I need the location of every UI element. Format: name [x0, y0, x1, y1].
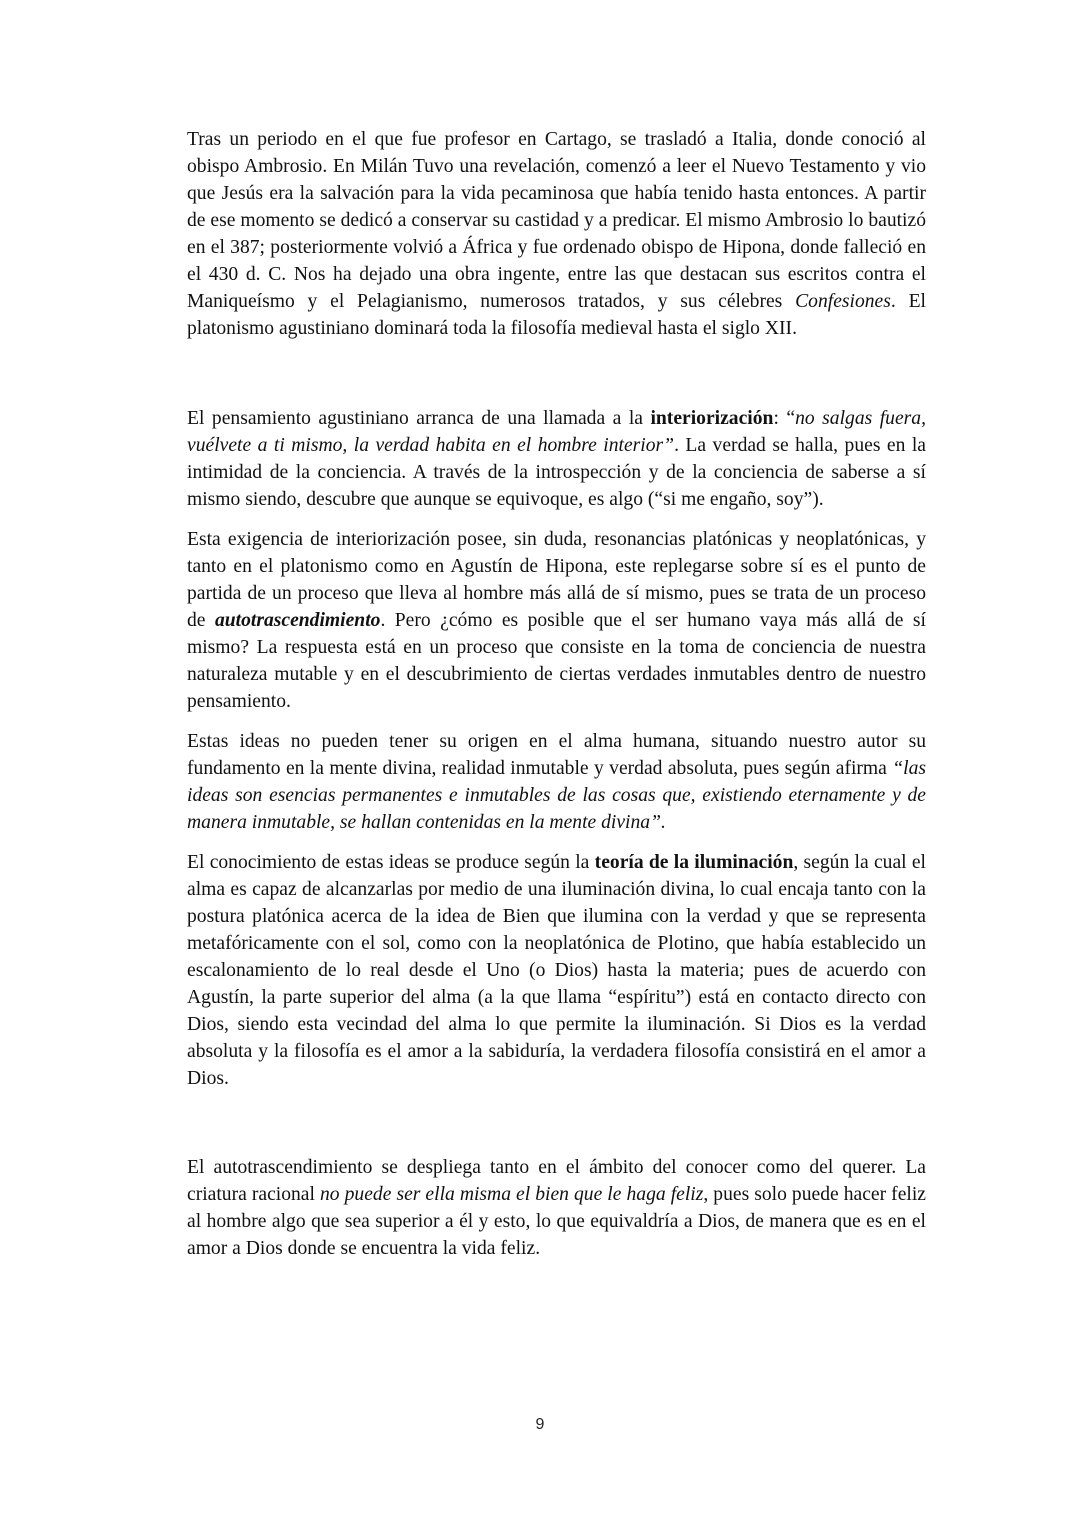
italic-quote: “las ideas son esencias permanentes e inmutables de las cosas que, existiendo eternamente y de manera inmutable, se hallan contenidas en la mente divina”.: [187, 758, 926, 833]
page-number: 9: [535, 1416, 545, 1433]
italic-phrase: no puede ser ella misma el bien que le haga feliz: [320, 1184, 704, 1205]
paragraph-ideas: [187, 728, 926, 836]
text-run: , según la cual el alma es capaz de alcanzarlas por medio de una iluminación divina, lo cual encaja tanto con la postura platónica acerca de la idea de Bien que ilumina con la verdad y que se representa metafóricamente con el sol, como con la neoplatónica de Plotino, que había establecido un escalonamiento de lo real desde el Uno (o Dios) hasta la materia; pues de acuerdo con Agustín, la parte superior del alma (a la que llama “espíritu”) está en contacto directo con Dios, siendo esta vecindad del alma lo que permite la iluminación. Si Dios es la verdad absoluta y la filosofía es el amor a la sabiduría, la verdadera filosofía consistirá en el amor a Dios.: [187, 852, 927, 1089]
text-run: Estas ideas no pueden tener su origen en el alma humana, situando nuestro autor su fundamento en la mente divina, realidad inmutable y verdad absoluta, pues según afirma: [187, 731, 926, 779]
text-run: . Pero ¿cómo es posible que el ser humano vaya más allá de sí mismo? La respuesta está en un proceso que consiste en la toma de conciencia de nuestra naturaleza mutable y en el descubrimiento de ciertas verdades inmutables dentro de nuestro pensamiento.: [187, 610, 926, 712]
text-run: El conocimiento de estas ideas se produce según la: [187, 852, 595, 873]
bold-term-teoria-iluminacion: teoría de la iluminación: [594, 852, 794, 873]
text-run: Tras un periodo en el que fue profesor en Cartago, se trasladó a Italia, donde conoció al obispo Ambrosio. En Milán Tuvo una revelación, comenzó a leer el Nuevo Testamento y vio que Jesús era la salvación para la vida pecaminosa que había tenido hasta entonces. A partir de ese momento se dedicó a conservar su castidad y a predicar. El mismo Ambrosio lo bautizó en el 387; posteriormente volvió a África y fue ordenado obispo de Hipona, donde falleció en el 430 d. C. Nos ha dejado una obra ingente, entre las que destacan sus escritos contra el Maniqueísmo y el Pelagianismo, numerosos tratados, y sus célebres: [187, 129, 926, 312]
text-run: . El platonismo agustiniano dominará toda la filosofía medieval hasta el siglo XII.: [187, 291, 926, 339]
body-text: [187, 126, 926, 1262]
text-run: . La verdad se halla, pues en la intimidad de la conciencia. A través de la introspección y de la conciencia de saberse a sí mismo siendo, descubre que aunque se equivoque, es algo (“si me engaño, soy”).: [187, 435, 927, 510]
text-run: El autotrascendimiento se despliega tanto en el ámbito del conocer como del querer. La criatura racional: [187, 1157, 926, 1205]
bold-italic-term-autotrascendimiento: autotrascendimiento: [214, 610, 381, 631]
paragraph-autotrascendimiento: [187, 526, 926, 715]
paragraph-iluminacion: [187, 849, 926, 1092]
paragraph-interiorization: [187, 405, 926, 513]
text-run: Esta exigencia de interiorización posee, sin duda, resonancias platónicas y neoplatónicas, y tanto en el platonismo como en Agustín de Hipona, este replegarse sobre sí es el punto de partida de un proceso que lleva al hombre más allá de sí mismo, pues se trata de un proceso de: [187, 529, 926, 631]
paragraph-vida-feliz: [187, 1154, 926, 1262]
text-run: El pensamiento agustiniano arranca de una llamada a la: [187, 408, 651, 429]
text-run: , pues solo puede hacer feliz al hombre algo que sea superior a él y esto, lo que equivaldría a Dios, de manera que es en el amor a Dios donde se encuentra la vida feliz.: [187, 1184, 926, 1259]
italic-title-confesiones: Confesiones: [795, 291, 891, 312]
text-run: : “: [773, 408, 796, 429]
italic-quote: no salgas fuera, vuélvete a ti mismo, la verdad habita en el hombre interior”: [187, 408, 926, 456]
paragraph-biography: [187, 126, 926, 342]
bold-term-interiorizacion: interiorización: [650, 408, 774, 429]
